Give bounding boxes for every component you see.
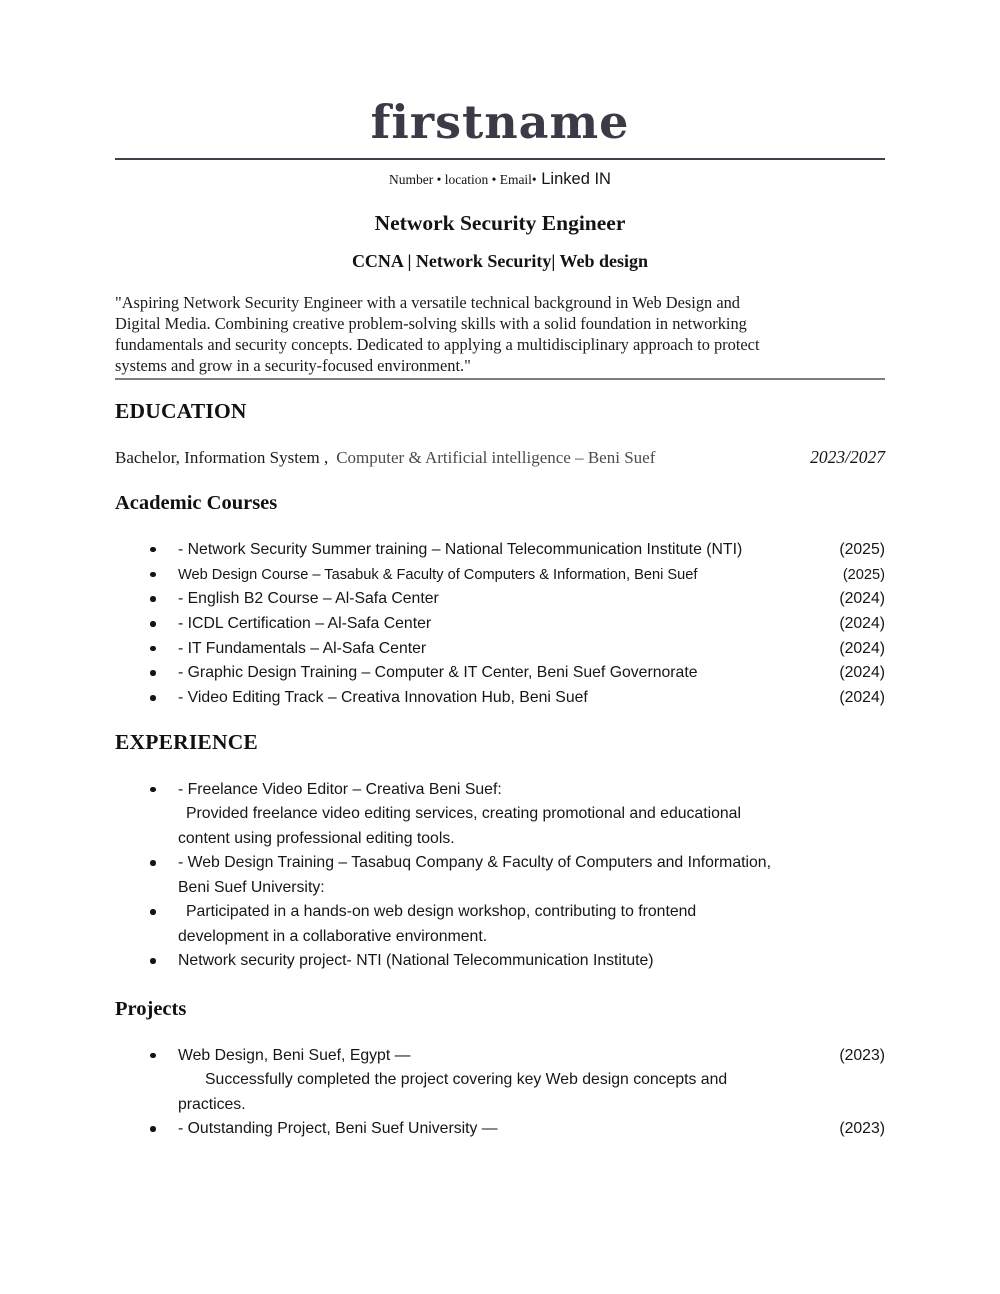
linkedin-link[interactable]: Linked IN: [536, 169, 611, 188]
project-line: - Outstanding Project, Beni Suef University —: [178, 1120, 498, 1138]
role-title: Network Security Engineer: [374, 210, 626, 235]
experience-line: - Web Design Training – Tasabuq Company & Faculty of Computers and Information,: [178, 854, 771, 872]
bullet-icon: [150, 661, 178, 686]
bullet-icon: [150, 1044, 178, 1118]
role-subtitle: CCNA | Network Security| Web design: [351, 250, 649, 271]
course-item: [115, 587, 885, 612]
experience-line: content using professional editing tools.: [178, 829, 455, 847]
bullet-icon: [150, 587, 178, 612]
bullet-icon: [150, 778, 178, 852]
bullet-icon: [150, 637, 178, 662]
experience-line: Participated in a hands-on web design workshop, contributing to frontend: [186, 903, 697, 921]
project-line: Successfully completed the project covering key Web design concepts and: [205, 1071, 728, 1089]
project-line: practices.: [178, 1095, 246, 1113]
bullet-icon: [150, 686, 178, 711]
academic-courses-list: [115, 538, 885, 711]
course-item: [115, 686, 885, 711]
person-name: firstname: [370, 95, 630, 149]
experience-item: [115, 851, 885, 900]
section-heading-projects: Projects: [115, 997, 187, 1020]
summary-divider: [115, 378, 885, 380]
summary-line: fundamentals and security concepts. Dedicated to applying a multidisciplinary approach to protect: [115, 334, 760, 354]
course-item: [115, 612, 885, 637]
project-item: [115, 1044, 885, 1118]
project-line: Web Design, Beni Suef, Egypt —: [178, 1046, 411, 1064]
section-heading-academic-courses: Academic Courses: [115, 491, 278, 514]
bullet-icon: [150, 538, 178, 563]
project-year: (2023): [839, 1120, 885, 1138]
section-heading-experience: EXPERIENCE: [115, 729, 258, 754]
experience-line: Network security project- NTI (National Telecommunication Institute): [178, 952, 654, 970]
course-text: - English B2 Course – Al-Safa Center: [178, 590, 439, 608]
school-text: Computer & Artificial intelligence – Beni Suef: [336, 447, 656, 467]
course-text: - Graphic Design Training – Computer & IT Center, Beni Suef Governorate: [178, 664, 698, 682]
bullet-icon: [150, 900, 178, 949]
course-item: [115, 637, 885, 662]
bullet-icon: [150, 563, 178, 588]
experience-item: [115, 778, 885, 852]
education-left: [115, 448, 655, 468]
bullet-icon: [150, 949, 178, 974]
course-year: (2025): [842, 566, 885, 583]
course-text: - IT Fundamentals – Al-Safa Center: [178, 639, 427, 657]
experience-line: Beni Suef University:: [178, 878, 325, 896]
contact-info: Number • location • Email•: [389, 171, 537, 187]
course-year: (2024): [839, 639, 885, 657]
summary-paragraph: [115, 292, 885, 376]
education-years: 2023/2027: [810, 446, 885, 467]
experience-list: [115, 778, 885, 974]
bullet-icon: [150, 612, 178, 637]
experience-line: - Freelance Video Editor – Creativa Beni Suef:: [178, 780, 502, 798]
course-item: [115, 563, 885, 588]
course-text: - ICDL Certification – Al-Safa Center: [178, 615, 432, 632]
summary-line: "Aspiring Network Security Engineer with a versatile technical background in Web Design and: [115, 292, 741, 312]
course-year: (2024): [839, 689, 885, 707]
summary-line: Digital Media. Combining creative problem-solving skills with a solid foundation in networking: [115, 313, 747, 333]
course-text: Web Design Course – Tasabuk & Faculty of Computers & Information, Beni Suef: [178, 566, 698, 583]
bullet-icon: [150, 1117, 178, 1142]
projects-list: [115, 1044, 885, 1142]
bullet-icon: [150, 851, 178, 900]
course-item: [115, 661, 885, 686]
course-text: - Network Security Summer training – National Telecommunication Institute (NTI): [178, 540, 743, 558]
summary-line: systems and grow in a security-focused environment.": [115, 355, 471, 375]
header-divider: [115, 158, 885, 160]
course-year: (2024): [839, 615, 885, 632]
experience-line: Provided freelance video editing services, creating promotional and educational: [186, 805, 741, 823]
education-row: [115, 447, 885, 468]
experience-item: [115, 949, 885, 974]
section-heading-education: EDUCATION: [115, 398, 247, 423]
course-year: (2024): [839, 590, 885, 608]
project-item: [115, 1117, 885, 1142]
course-year: (2024): [839, 664, 885, 682]
contact-line: [0, 169, 1000, 190]
course-year: (2025): [839, 540, 885, 558]
degree-text: Bachelor, Information System ,: [115, 447, 329, 467]
course-text: - Video Editing Track – Creativa Innovation Hub, Beni Suef: [178, 689, 588, 707]
project-year: (2023): [839, 1046, 885, 1064]
experience-line: development in a collaborative environment.: [178, 927, 488, 945]
course-item: [115, 538, 885, 563]
experience-item: [115, 900, 885, 949]
